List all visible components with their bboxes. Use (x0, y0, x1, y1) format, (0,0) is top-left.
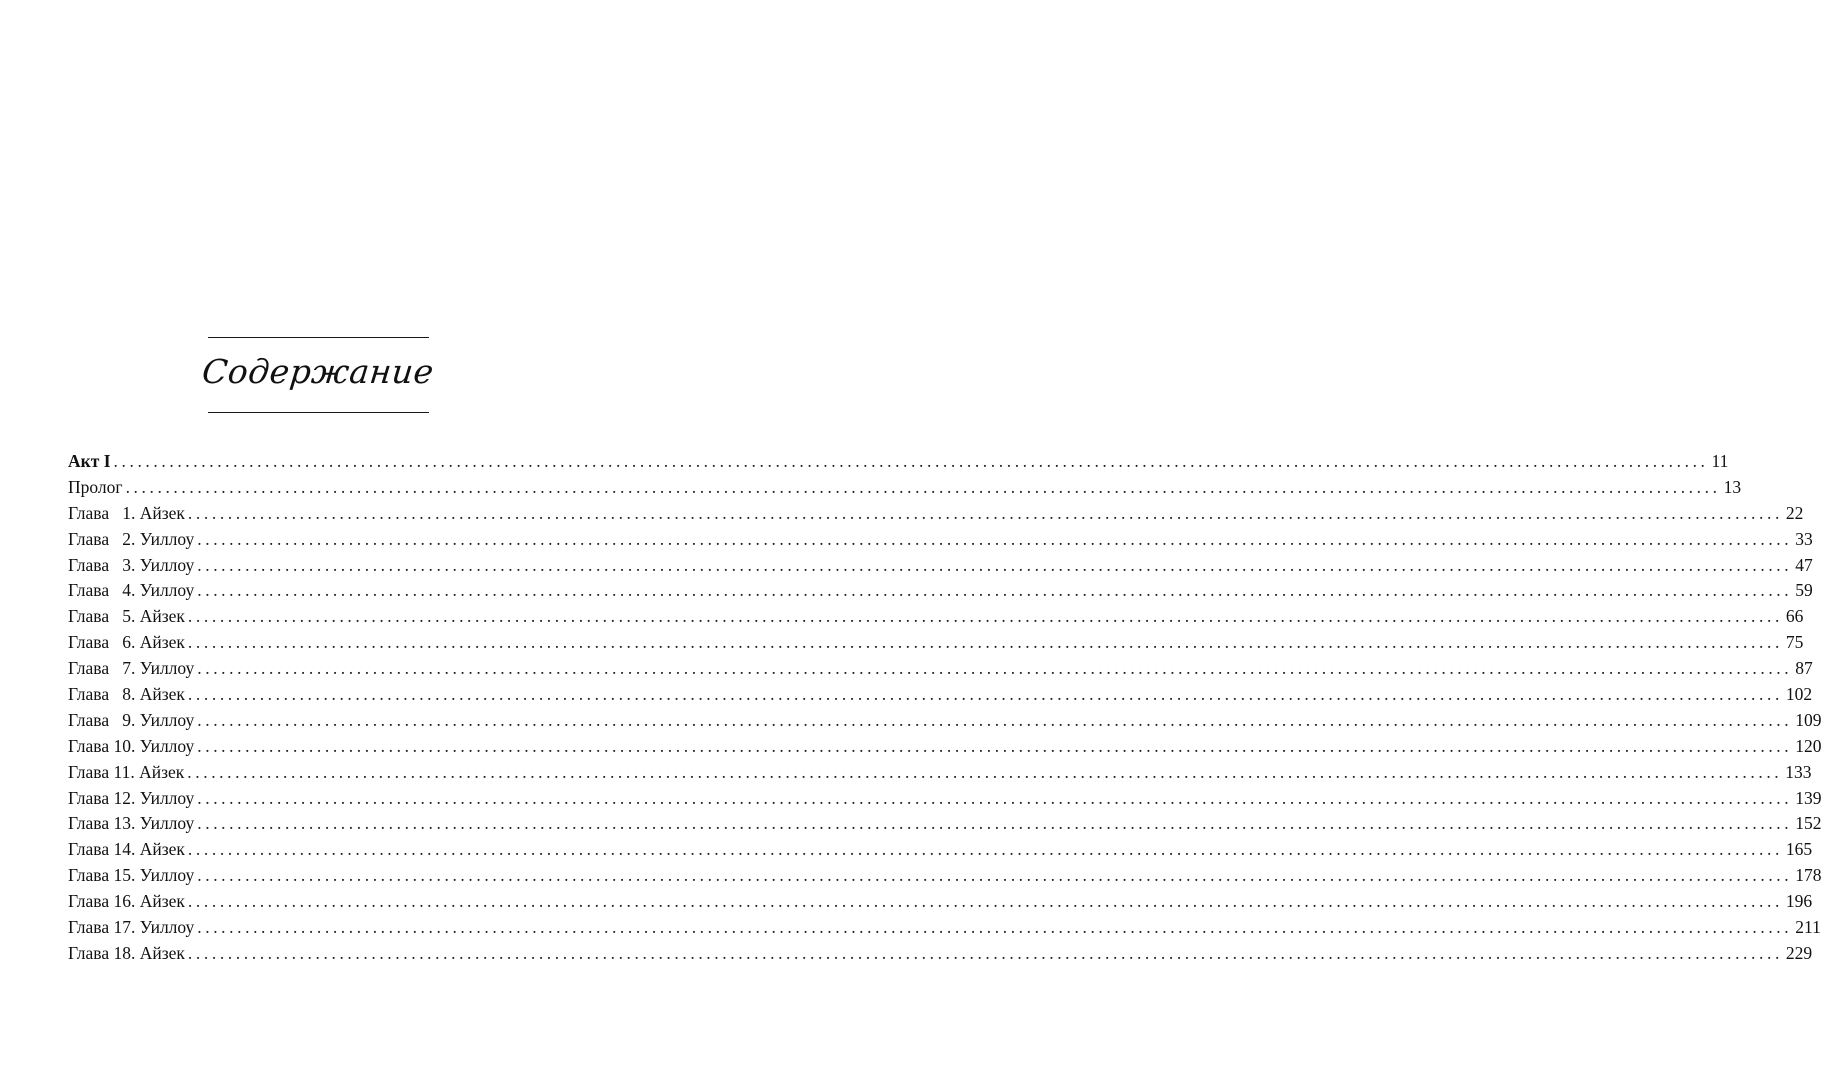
toc-entry-label: Глава 5. Айзек (68, 606, 185, 627)
toc-leader-dots: ........................................................................................................................................................................................................ (197, 813, 1793, 834)
toc-entry-page-number: 229 (1785, 942, 1813, 963)
toc-entry[interactable] (68, 527, 1813, 553)
toc-entry-page-number: 139 (1795, 787, 1822, 808)
toc-entry[interactable] (68, 889, 1813, 915)
toc-leader-dots: ........................................................................................................................................................................................................ (197, 735, 1793, 756)
toc-entry-label: Глава 17. Уиллоу (68, 917, 195, 938)
toc-entry[interactable] (68, 915, 1821, 941)
toc-entry-page-number: 87 (1795, 658, 1813, 679)
toc-entry-page-number: 75 (1785, 632, 1804, 653)
toc-leader-dots: ........................................................................................................................................................................................................ (187, 839, 1783, 860)
toc-entry-label: Глава 9. Уиллоу (68, 709, 195, 730)
toc-entry-page-number: 152 (1795, 813, 1822, 834)
toc-entry-page-number: 196 (1785, 891, 1813, 912)
toc-entry-page-number: 102 (1785, 684, 1813, 705)
toc-entry-page-number: 33 (1795, 528, 1813, 549)
toc-entry[interactable] (68, 604, 1804, 630)
toc-entry[interactable] (68, 656, 1813, 682)
toc-entry-label: Акт I (68, 451, 111, 471)
toc-entry[interactable] (68, 501, 1804, 527)
toc-leader-dots: ........................................................................................................................................................................................................ (197, 580, 1793, 601)
toc-entry-page-number: 211 (1795, 917, 1821, 938)
toc-leader-dots: ........................................................................................................................................................................................................ (187, 502, 1783, 523)
toc-entry-page-number: 11 (1711, 451, 1729, 471)
toc-entry-label: Глава 1. Айзек (68, 502, 185, 523)
toc-entry[interactable] (68, 682, 1813, 708)
toc-entry-label: Глава 16. Айзек (68, 891, 185, 912)
toc-entry-page-number: 178 (1795, 865, 1822, 886)
toc-entry-label: Глава 7. Уиллоу (68, 658, 195, 679)
toc-entry[interactable] (68, 578, 1813, 604)
toc-entry-label: Глава 10. Уиллоу (68, 735, 195, 756)
toc-entry[interactable] (68, 553, 1813, 579)
toc-entry-label: Глава 14. Айзек (68, 839, 185, 860)
table-of-contents (68, 449, 1822, 967)
toc-entry-label: Глава 4. Уиллоу (68, 580, 195, 601)
toc-entry-label: Пролог (68, 476, 123, 497)
toc-entry-label: Глава 8. Айзек (68, 684, 185, 705)
toc-entry-label: Глава 11. Айзек (68, 761, 185, 782)
toc-leader-dots: ........................................................................................................................................................................................................ (197, 554, 1793, 575)
toc-entry[interactable] (68, 630, 1804, 656)
toc-entry-page-number: 66 (1785, 606, 1804, 627)
toc-entry[interactable] (68, 863, 1822, 889)
toc-entry-page-number: 120 (1795, 735, 1822, 756)
toc-entry-label: Глава 18. Айзек (68, 942, 185, 963)
toc-entry-page-number: 22 (1785, 502, 1804, 523)
toc-leader-dots: ........................................................................................................................................................................................................ (197, 658, 1793, 679)
toc-entry[interactable] (68, 449, 1729, 475)
toc-entry[interactable] (68, 475, 1742, 501)
toc-leader-dots: ........................................................................................................................................................................................................ (197, 709, 1793, 730)
toc-leader-dots: ........................................................................................................................................................................................................ (187, 761, 1783, 782)
toc-entry-page-number: 13 (1723, 476, 1742, 497)
toc-entry[interactable] (68, 708, 1822, 734)
toc-entry[interactable] (68, 786, 1822, 812)
toc-entry-label: Глава 3. Уиллоу (68, 554, 195, 575)
toc-leader-dots: ........................................................................................................................................................................................................ (197, 865, 1793, 886)
toc-leader-dots: ........................................................................................................................................................................................................ (197, 528, 1793, 549)
toc-leader-dots: ........................................................................................................................................................................................................ (187, 606, 1783, 627)
toc-entry[interactable] (68, 837, 1813, 863)
toc-entry[interactable] (68, 811, 1822, 837)
toc-leader-dots: ........................................................................................................................................................................................................ (187, 684, 1783, 705)
toc-entry[interactable] (68, 760, 1812, 786)
toc-entry-page-number: 109 (1795, 709, 1822, 730)
toc-leader-dots: ........................................................................................................................................................................................................ (187, 632, 1783, 653)
title-top-rule (208, 337, 429, 338)
toc-entry-label: Глава 6. Айзек (68, 632, 185, 653)
toc-entry-label: Глава 2. Уиллоу (68, 528, 195, 549)
toc-entry-label: Глава 15. Уиллоу (68, 865, 195, 886)
contents-title: Содержание (200, 352, 436, 391)
toc-leader-dots: ........................................................................................................................................................................................................ (187, 942, 1783, 963)
toc-entry-label: Глава 13. Уиллоу (68, 813, 195, 834)
toc-entry-page-number: 133 (1785, 761, 1812, 782)
toc-leader-dots: ........................................................................................................................................................................................................ (197, 787, 1793, 808)
toc-leader-dots: ........................................................................................................................................................................................................ (113, 451, 1709, 471)
toc-leader-dots: ........................................................................................................................................................................................................ (187, 891, 1783, 912)
toc-entry[interactable] (68, 734, 1822, 760)
toc-leader-dots: ........................................................................................................................................................................................................ (125, 476, 1721, 497)
toc-entry[interactable] (68, 941, 1813, 967)
toc-leader-dots: ........................................................................................................................................................................................................ (197, 917, 1793, 938)
title-bottom-rule (208, 412, 429, 413)
toc-entry-page-number: 165 (1785, 839, 1813, 860)
toc-entry-label: Глава 12. Уиллоу (68, 787, 195, 808)
toc-entry-page-number: 47 (1795, 554, 1813, 575)
toc-entry-page-number: 59 (1795, 580, 1813, 601)
